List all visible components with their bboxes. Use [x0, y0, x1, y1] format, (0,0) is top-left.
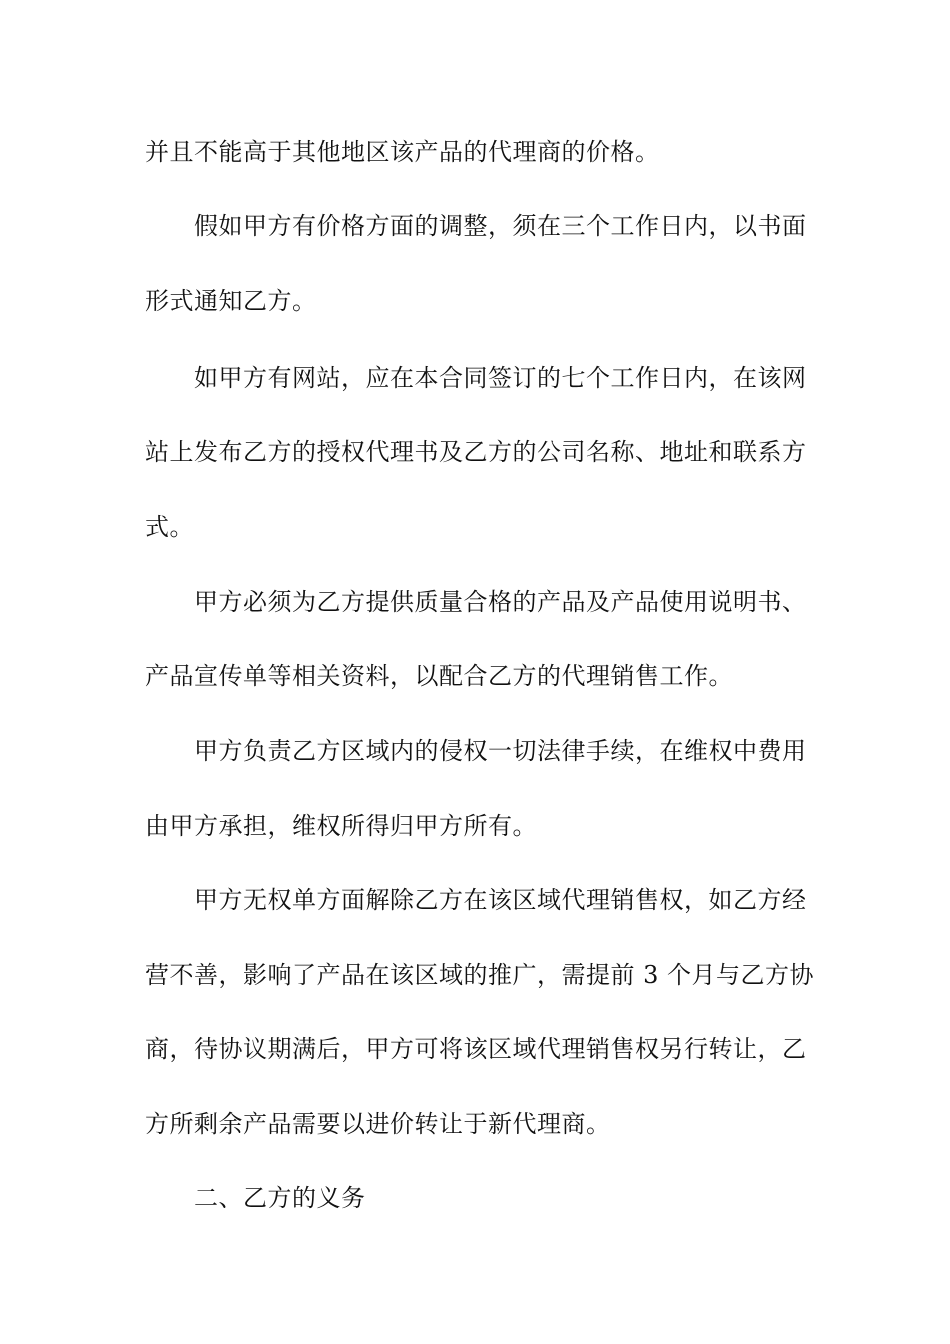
paragraph-line: 由甲方承担，维权所得归甲方所有。	[145, 812, 537, 840]
paragraph-line: 式。	[145, 513, 194, 541]
paragraph-line: 甲方必须为乙方提供质量合格的产品及产品使用说明书、	[194, 588, 807, 616]
paragraph-line: 如甲方有网站，应在本合同签订的七个工作日内，在该网	[194, 364, 807, 392]
paragraph-line: 站上发布乙方的授权代理书及乙方的公司名称、地址和联系方	[145, 438, 807, 466]
paragraph-line: 假如甲方有价格方面的调整，须在三个工作日内，以书面	[194, 212, 807, 240]
paragraph-line: 营不善，影响了产品在该区域的推广，需提前 3 个月与乙方协	[145, 961, 815, 989]
paragraph-line: 形式通知乙方。	[145, 287, 317, 315]
paragraph-line: 产品宣传单等相关资料，以配合乙方的代理销售工作。	[145, 662, 733, 690]
paragraph-line: 甲方无权单方面解除乙方在该区域代理销售权，如乙方经	[194, 886, 807, 914]
paragraph-line: 商，待协议期满后，甲方可将该区域代理销售权另行转让，乙	[145, 1035, 807, 1063]
paragraph-line: 甲方负责乙方区域内的侵权一切法律手续，在维权中费用	[194, 737, 807, 765]
paragraph-line: 方所剩余产品需要以进价转让于新代理商。	[145, 1110, 611, 1138]
paragraph-line: 并且不能高于其他地区该产品的代理商的价格。	[145, 138, 660, 166]
section-heading: 二、乙方的义务	[194, 1184, 366, 1212]
